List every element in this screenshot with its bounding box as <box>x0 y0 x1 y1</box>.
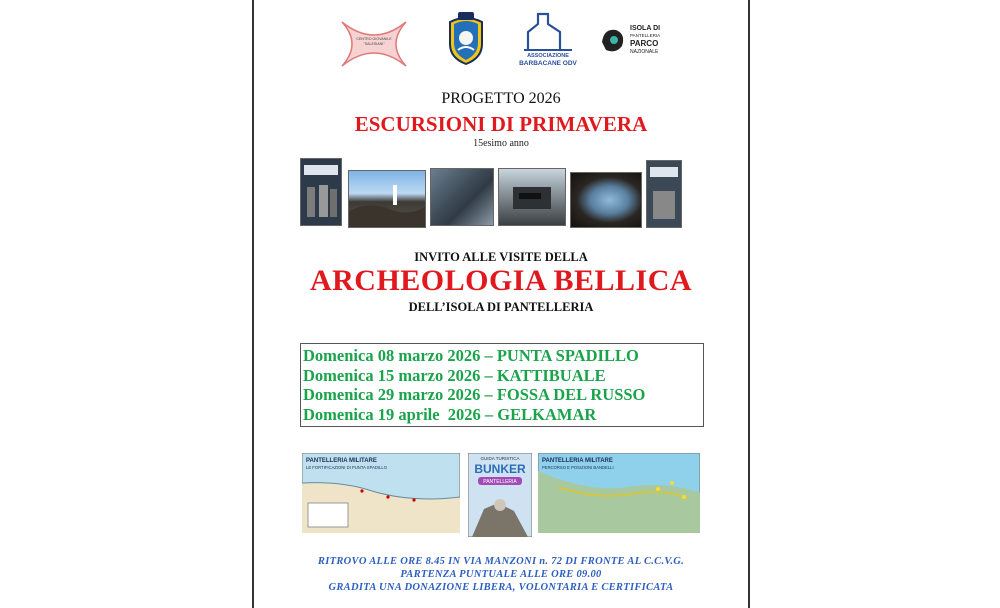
logo-text-1: CENTRO GIOVANILE <box>356 37 392 41</box>
map-punta-spadillo <box>302 453 460 538</box>
date-item: Domenica 08 marzo 2026 – PUNTA SPADILLO <box>303 346 639 365</box>
headline: ARCHEOLOGIA BELLICA <box>309 264 693 297</box>
svg-text:ASSOCIAZIONE: ASSOCIAZIONE <box>527 53 569 59</box>
bunker-guide-cover <box>468 453 532 542</box>
parco-line-4: NAZIONALE <box>630 49 659 55</box>
date-item: Domenica 15 marzo 2026 – KATTIBUALE <box>303 365 606 385</box>
map-percorso-bandelli <box>538 453 700 538</box>
invite-line: INVITO ALLE VISITE DELLA <box>414 250 588 264</box>
parco-line-1: ISOLA DI <box>630 25 661 32</box>
date-item: Domenica 19 aprile 2026 – GELKAMAR <box>303 404 597 424</box>
photo-book-cover-right <box>646 160 682 228</box>
book-title: BUNKER <box>474 462 526 476</box>
photo-rocky-ruins <box>430 168 494 226</box>
book-subtitle: PANTELLERIA <box>483 479 517 485</box>
page-title: ESCURSIONI DI PRIMAVERA <box>354 112 648 136</box>
logo-text-2: "SALESIANI" <box>363 42 385 46</box>
photo-book-cover-left <box>300 158 342 226</box>
dates-box <box>300 343 704 427</box>
barbacane-logo <box>518 10 580 68</box>
edition-subtitle: 15esimo anno <box>473 138 529 149</box>
date-item: Domenica 29 marzo 2026 – FOSSA DEL RUSSO <box>303 385 646 404</box>
naval-crest-logo <box>446 10 486 66</box>
project-year: PROGETTO 2026 <box>441 90 561 107</box>
parco-line-3: PARCO <box>630 39 659 48</box>
map-left-subtitle: LE FORTIFICAZIONI DI PUNTA SPADILLO <box>306 465 387 470</box>
donation-text: GRADITA UNA DONAZIONE LIBERA, VOLONTARIA E CERTIFICATA <box>328 582 674 593</box>
map-left-title: PANTELLERIA MILITARE <box>306 458 377 464</box>
centro-giovanile-logo <box>336 18 412 70</box>
photo-bunker <box>498 168 566 226</box>
svg-text:BARBACANE ODV: BARBACANE ODV <box>519 60 577 67</box>
parco-line-2: PANTELLERIA <box>630 33 661 38</box>
map-right-subtitle: PERCORSO E POSIZIONI BANDELLI <box>542 465 614 470</box>
photo-lighthouse-coast <box>348 170 426 228</box>
map-right-title: PANTELLERIA MILITARE <box>542 458 613 464</box>
photo-cave-sea-view <box>570 172 642 228</box>
meeting-point-text: RITROVO ALLE ORE 8.45 IN VIA MANZONI n. 72 DI FRONTE AL C.C.V.G. <box>317 556 685 567</box>
flyer-page <box>252 0 750 608</box>
island-line: DELL’ISOLA DI PANTELLERIA <box>408 300 594 314</box>
book-top-label: GUIDA TURISTICA <box>480 456 520 461</box>
departure-time-text: PARTENZA PUNTUALE ALLE ORE 09.00 <box>400 569 602 580</box>
parco-nazionale-logo <box>600 20 674 60</box>
